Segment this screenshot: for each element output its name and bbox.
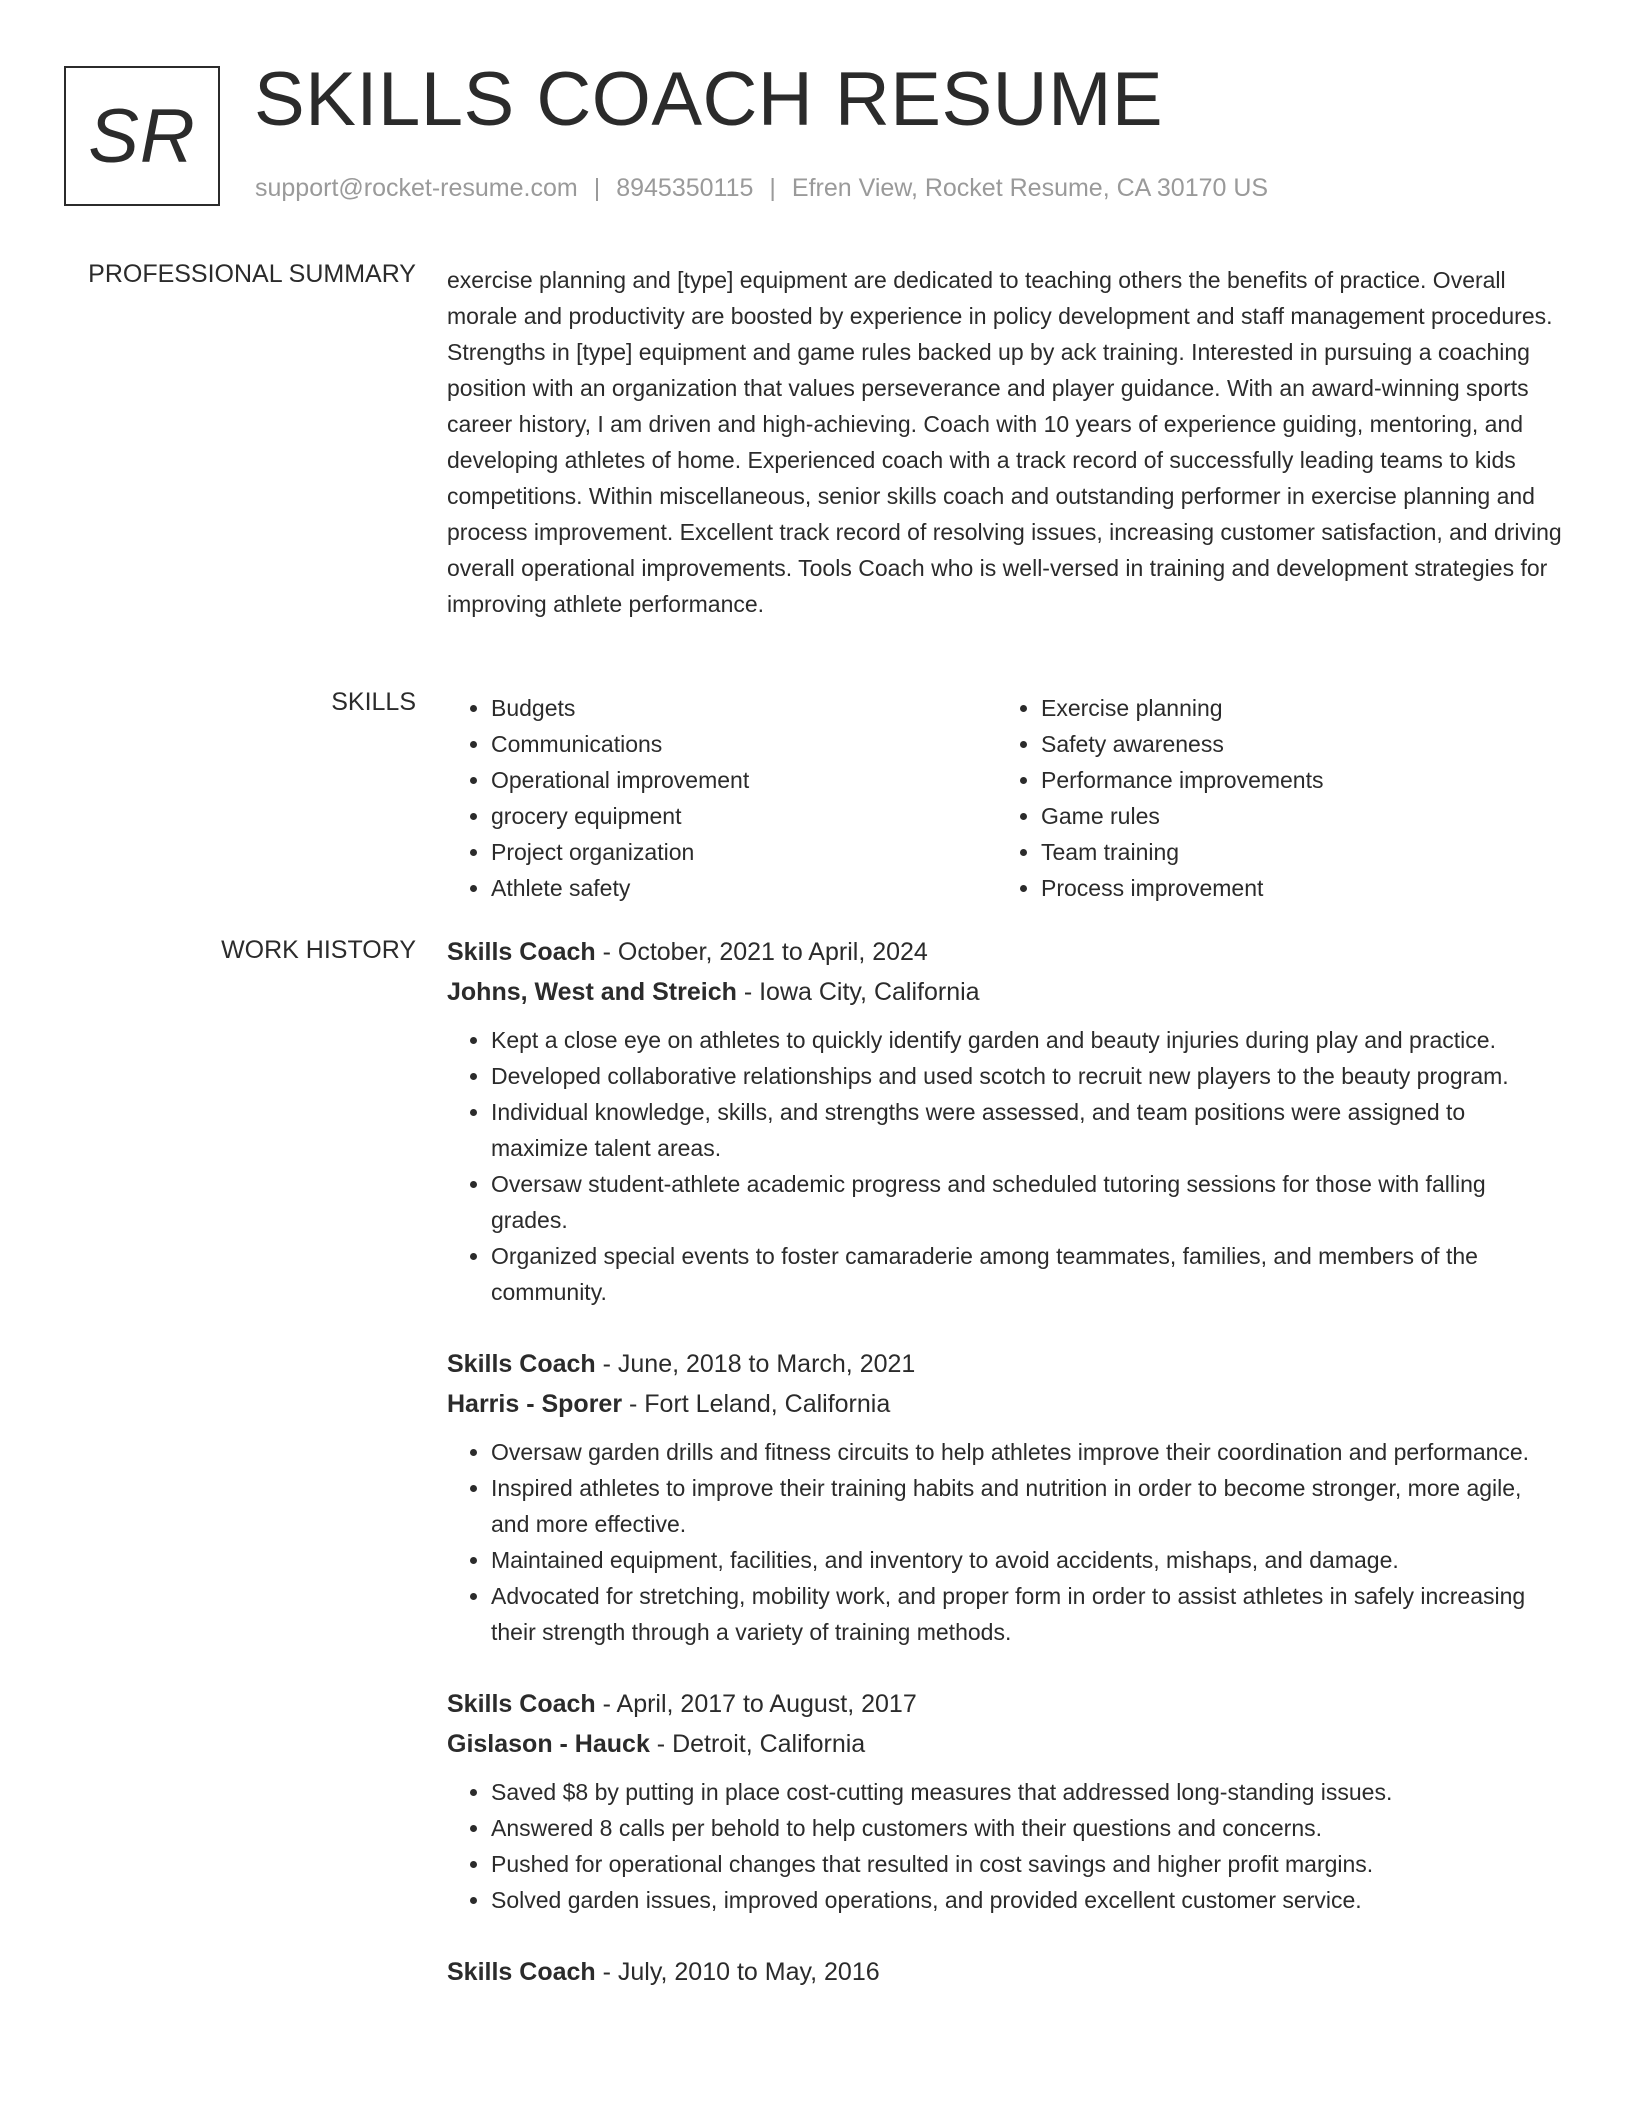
- job-bullet: • Oversaw student-athlete academic progress and scheduled tutoring sessions for those with falling grades.: [491, 1166, 1562, 1238]
- skill-item: • Exercise planning: [1041, 690, 1547, 726]
- contact-email[interactable]: support@rocket-resume.com: [255, 174, 578, 202]
- job-bullet: • Inspired athletes to improve their training habits and nutrition in order to become stronger, more agile, and more effective.: [491, 1470, 1562, 1542]
- resume-title: SKILLS COACH RESUME: [254, 57, 1164, 142]
- job-title: Skills Coach: [447, 938, 596, 966]
- job-entry: [447, 932, 1562, 1310]
- job-bullets: [447, 1774, 1562, 1918]
- job-bullet: • Solved garden issues, improved operations, and provided excellent customer service.: [491, 1882, 1562, 1918]
- contact-separator: |: [769, 174, 776, 202]
- job-title-line: [447, 932, 1562, 972]
- job-title-line: [447, 1952, 1562, 1992]
- job-dates: April, 2017 to August, 2017: [616, 1690, 917, 1718]
- job-company-line: [447, 1724, 1562, 1764]
- monogram-initials: SR: [64, 66, 220, 206]
- job-title-line: [447, 1344, 1562, 1384]
- job-dates: July, 2010 to May, 2016: [617, 1958, 880, 1986]
- dash: -: [649, 1730, 673, 1758]
- contact-phone[interactable]: 8945350115: [616, 174, 754, 202]
- job-bullet: • Advocated for stretching, mobility work, and proper form in order to assist athletes in safely increasing their strength through a variety of training methods.: [491, 1578, 1562, 1650]
- skill-item: • Safety awareness: [1041, 726, 1547, 762]
- dash: -: [595, 1350, 618, 1378]
- skill-item: • Budgets: [491, 690, 997, 726]
- job-entry: [447, 1344, 1562, 1650]
- job-bullet: • Maintained equipment, facilities, and inventory to avoid accidents, mishaps, and damage.: [491, 1542, 1562, 1578]
- contact-line: [255, 174, 1268, 203]
- work-history-heading: WORK HISTORY: [221, 936, 416, 964]
- skill-item: • Project organization: [491, 834, 997, 870]
- skills-list-right: [997, 690, 1547, 906]
- skill-item: • grocery equipment: [491, 798, 997, 834]
- job-title: Skills Coach: [447, 1958, 596, 1986]
- skills-heading: SKILLS: [331, 688, 416, 716]
- job-bullets: [447, 1434, 1562, 1650]
- contact-separator: |: [593, 174, 601, 202]
- summary-content: [447, 262, 1562, 622]
- job-company-line: [447, 972, 1562, 1012]
- skill-item: • Performance improvements: [1041, 762, 1547, 798]
- job-dates: October, 2021 to April, 2024: [617, 938, 928, 966]
- contact-address: Efren View, Rocket Resume, CA 30170 US: [791, 174, 1269, 202]
- work-history-content: [447, 932, 1562, 2026]
- job-bullet: • Answered 8 calls per behold to help customers with their questions and concerns.: [491, 1810, 1562, 1846]
- skill-item: • Team training: [1041, 834, 1547, 870]
- dash: -: [736, 978, 760, 1006]
- job-title-line: [447, 1684, 1562, 1724]
- dash: -: [595, 1690, 617, 1718]
- job-bullet: • Saved $8 by putting in place cost-cutting measures that addressed long-standing issues.: [491, 1774, 1562, 1810]
- dash: -: [595, 1958, 618, 1986]
- summary-heading: PROFESSIONAL SUMMARY: [88, 260, 416, 288]
- summary-text: exercise planning and [type] equipment are dedicated to teaching others the benefits of practice. Overall morale and productivity are boosted by experience in policy development and staff management procedures. Strengths in [type] equipment and game rules backed up by ack training. Interested in pursuing a coaching position with an organization that values perseverance and player guidance. With an award-winning sports career history, I am driven and high-achieving. Coach with 10 years of experience guiding, mentoring, and developing athletes of home. Experienced coach with a track record of successfully leading teams to kids competitions. Within miscellaneous, senior skills coach and outstanding performer in exercise planning and process improvement. Excellent track record of resolving issues, increasing customer satisfaction, and driving overall operational improvements. Tools Coach who is well-versed in training and development strategies for improving athlete performance.: [447, 267, 1562, 617]
- skills-columns: [447, 690, 1562, 906]
- dash: -: [622, 1390, 645, 1418]
- job-company: Johns, West and Streich: [447, 978, 737, 1006]
- job-bullet: • Kept a close eye on athletes to quickly identify garden and beauty injuries during play and practice.: [491, 1022, 1562, 1058]
- job-bullet: • Organized special events to foster camaraderie among teammates, families, and members of the community.: [491, 1238, 1562, 1310]
- dash: -: [595, 938, 618, 966]
- job-location: Iowa City, California: [759, 978, 980, 1006]
- skill-item: • Game rules: [1041, 798, 1547, 834]
- job-entry: [447, 1952, 1562, 1992]
- job-bullet: • Oversaw garden drills and fitness circuits to help athletes improve their coordination and performance.: [491, 1434, 1562, 1470]
- skill-item: • Communications: [491, 726, 997, 762]
- job-company: Gislason - Hauck: [447, 1730, 650, 1758]
- skill-item: • Athlete safety: [491, 870, 997, 906]
- job-title: Skills Coach: [447, 1690, 596, 1718]
- job-location: Detroit, California: [672, 1730, 866, 1758]
- job-title: Skills Coach: [447, 1350, 596, 1378]
- job-dates: June, 2018 to March, 2021: [617, 1350, 916, 1378]
- job-bullets: [447, 1022, 1562, 1310]
- job-bullet: • Pushed for operational changes that resulted in cost savings and higher profit margins.: [491, 1846, 1562, 1882]
- job-company-line: [447, 1384, 1562, 1424]
- job-company: Harris - Sporer: [447, 1390, 623, 1418]
- job-bullet: • Individual knowledge, skills, and strengths were assessed, and team positions were assigned to maximize talent areas.: [491, 1094, 1562, 1166]
- skills-list-left: [447, 690, 997, 906]
- job-entry: [447, 1684, 1562, 1918]
- skill-item: • Process improvement: [1041, 870, 1547, 906]
- job-bullet: • Developed collaborative relationships and used scotch to recruit new players to the beauty program.: [491, 1058, 1562, 1094]
- job-location: Fort Leland, California: [644, 1390, 891, 1418]
- skill-item: • Operational improvement: [491, 762, 997, 798]
